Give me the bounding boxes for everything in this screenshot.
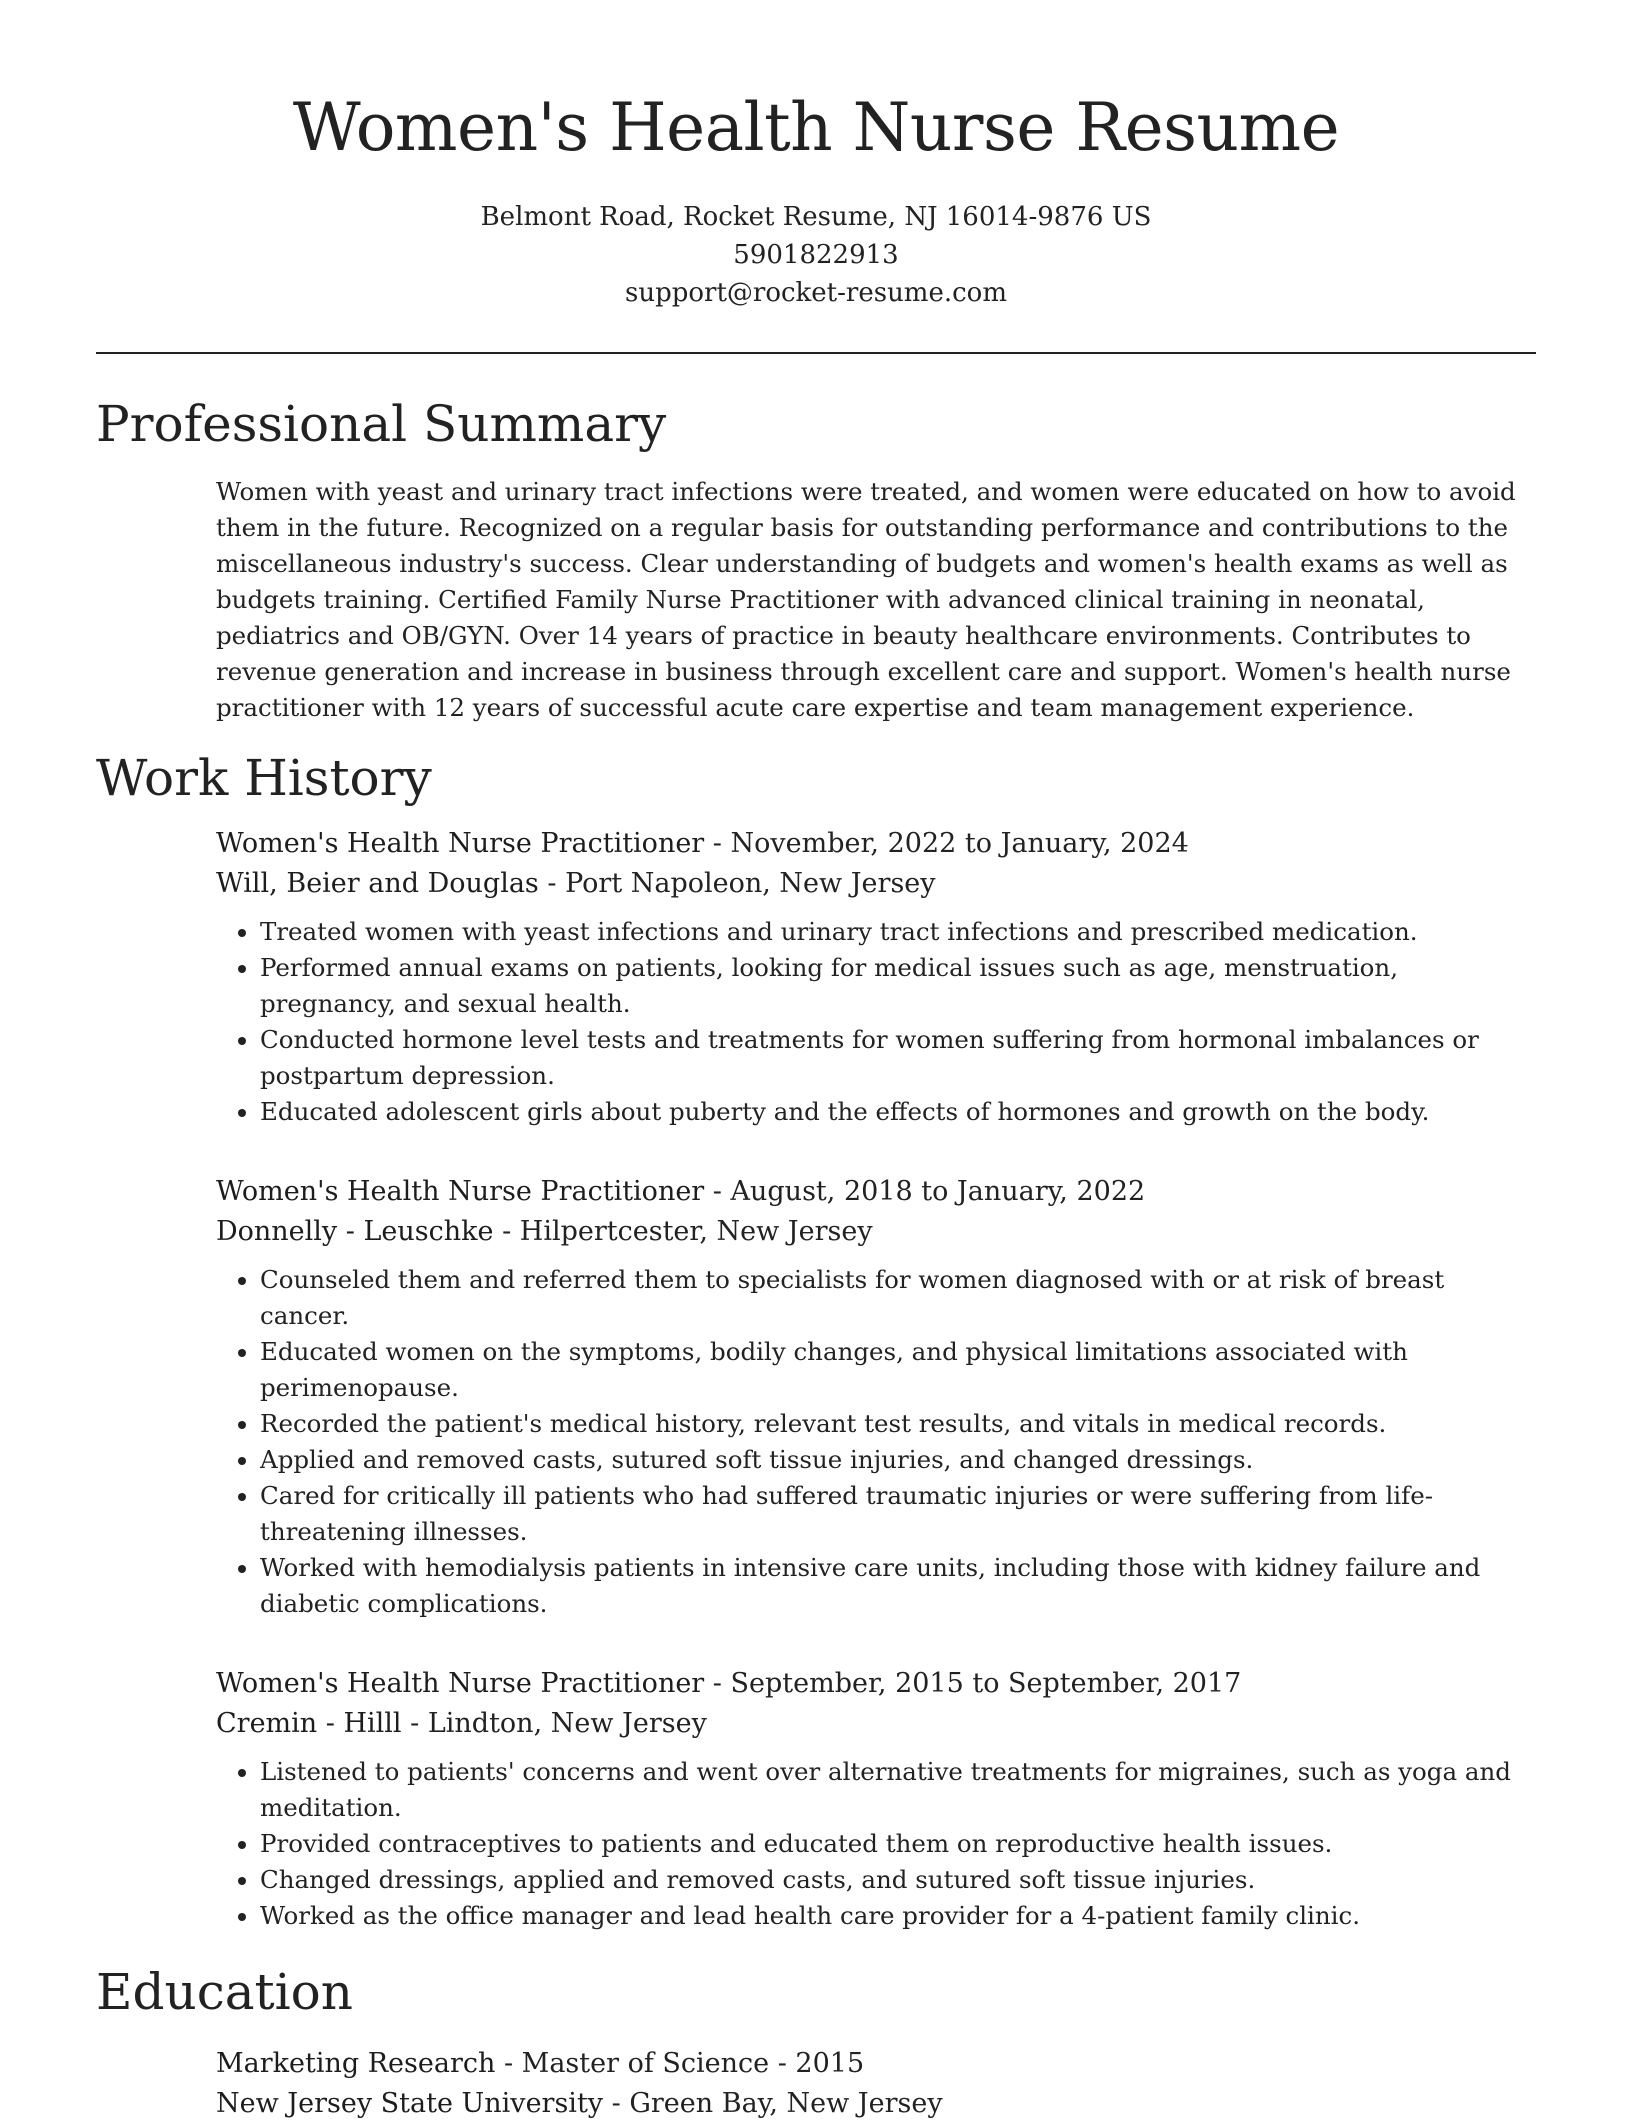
job-bullet: • Treated women with yeast infections and urinary tract infections and prescribed medication.	[260, 914, 1536, 950]
contact-info	[96, 198, 1536, 312]
job-company-line	[216, 864, 1536, 904]
job-company-line	[216, 1212, 1536, 1252]
job-title-line	[216, 1664, 1536, 1704]
education-degree: - Master of Science - 2015	[495, 2048, 865, 2079]
email: support@rocket-resume.com	[624, 278, 1007, 308]
job-title-line	[216, 1172, 1536, 1212]
job-bullet: • Recorded the patient's medical history, relevant test results, and vitals in medical records.	[260, 1406, 1536, 1442]
phone: 5901822913	[733, 240, 899, 270]
resume-title: Women's Health Nurse Resume	[292, 89, 1340, 166]
job-bullets	[216, 914, 1536, 1130]
summary-text: Women with yeast and urinary tract infections were treated, and women were educated on how to avoid them in the future. Recognized on a regular basis for outstanding performance and contributions to the miscellaneous industry's success. Clear understanding of budgets and women's health exams as well as budgets training. Certified Family Nurse Practitioner with advanced clinical training in neonatal, pediatrics and OB/GYN. Over 14 years of practice in beauty healthcare environments. Contributes to revenue generation and increase in business through excellent care and support. Women's health nurse practitioner with 12 years of successful acute care expertise and team management experience.	[216, 477, 1516, 722]
job-bullet: • Performed annual exams on patients, looking for medical issues such as age, menstruation, pregnancy, and sexual health.	[260, 950, 1536, 1022]
summary-section	[96, 474, 1536, 726]
work-history-section	[96, 824, 1536, 1934]
job-bullet: • Changed dressings, applied and removed casts, and sutured soft tissue injuries.	[260, 1862, 1536, 1898]
job-bullet: • Educated women on the symptoms, bodily changes, and physical limitations associated with perimenopause.	[260, 1334, 1536, 1406]
education-degree-line	[216, 2044, 1536, 2084]
job-bullet: • Worked as the office manager and lead health care provider for a 4-patient family clinic.	[260, 1898, 1536, 1934]
job-bullet: • Listened to patients' concerns and went over alternative treatments for migraines, such as yoga and meditation.	[260, 1754, 1536, 1826]
job-company: Cremin - Hilll	[216, 1708, 402, 1739]
job-entry	[216, 1172, 1536, 1622]
job-entry	[216, 1664, 1536, 1934]
job-company: Donnelly - Leuschke	[216, 1216, 494, 1247]
job-location: - Port Napoleon, New Jersey	[538, 868, 936, 899]
job-company: Will, Beier and Douglas	[216, 868, 539, 899]
job-entry	[216, 824, 1536, 1130]
job-bullets	[216, 1262, 1536, 1622]
job-title: Women's Health Nurse Practitioner	[216, 828, 705, 859]
section-title-summary: Professional Summary	[96, 395, 667, 453]
section-title-education: Education	[96, 1963, 353, 2021]
education-school-line	[216, 2084, 1536, 2124]
address: Belmont Road, Rocket Resume, NJ 16014-9876 US	[480, 202, 1152, 232]
job-bullet: • Provided contraceptives to patients and educated them on reproductive health issues.	[260, 1826, 1536, 1862]
header-divider	[96, 352, 1536, 354]
job-bullet: • Applied and removed casts, sutured soft tissue injuries, and changed dressings.	[260, 1442, 1536, 1478]
job-company-line	[216, 1704, 1536, 1744]
job-dates: - November, 2022 to January, 2024	[704, 828, 1189, 859]
section-title-work-history: Work History	[96, 749, 432, 807]
education-location: - Green Bay, New Jersey	[603, 2088, 943, 2119]
education-school: New Jersey State University	[216, 2088, 604, 2119]
job-location: - Hilpertcester, New Jersey	[493, 1216, 873, 1247]
job-bullets	[216, 1754, 1536, 1934]
job-dates: - August, 2018 to January, 2022	[704, 1176, 1146, 1207]
education-section	[96, 2044, 1536, 2124]
resume-header	[96, 0, 1536, 312]
job-title-line	[216, 824, 1536, 864]
job-bullet: • Conducted hormone level tests and treatments for women suffering from hormonal imbalances or postpartum depression.	[260, 1022, 1536, 1094]
job-title: Women's Health Nurse Practitioner	[216, 1176, 705, 1207]
job-dates: - September, 2015 to September, 2017	[704, 1668, 1242, 1699]
job-bullet: • Educated adolescent girls about puberty and the effects of hormones and growth on the body.	[260, 1094, 1536, 1130]
job-bullet: • Worked with hemodialysis patients in intensive care units, including those with kidney failure and diabetic complications.	[260, 1550, 1536, 1622]
job-title: Women's Health Nurse Practitioner	[216, 1668, 705, 1699]
job-location: - Lindton, New Jersey	[401, 1708, 707, 1739]
job-bullet: • Cared for critically ill patients who had suffered traumatic injuries or were suffering from life-threatening illnesses.	[260, 1478, 1536, 1550]
education-field: Marketing Research	[216, 2048, 496, 2079]
job-bullet: • Counseled them and referred them to specialists for women diagnosed with or at risk of breast cancer.	[260, 1262, 1536, 1334]
